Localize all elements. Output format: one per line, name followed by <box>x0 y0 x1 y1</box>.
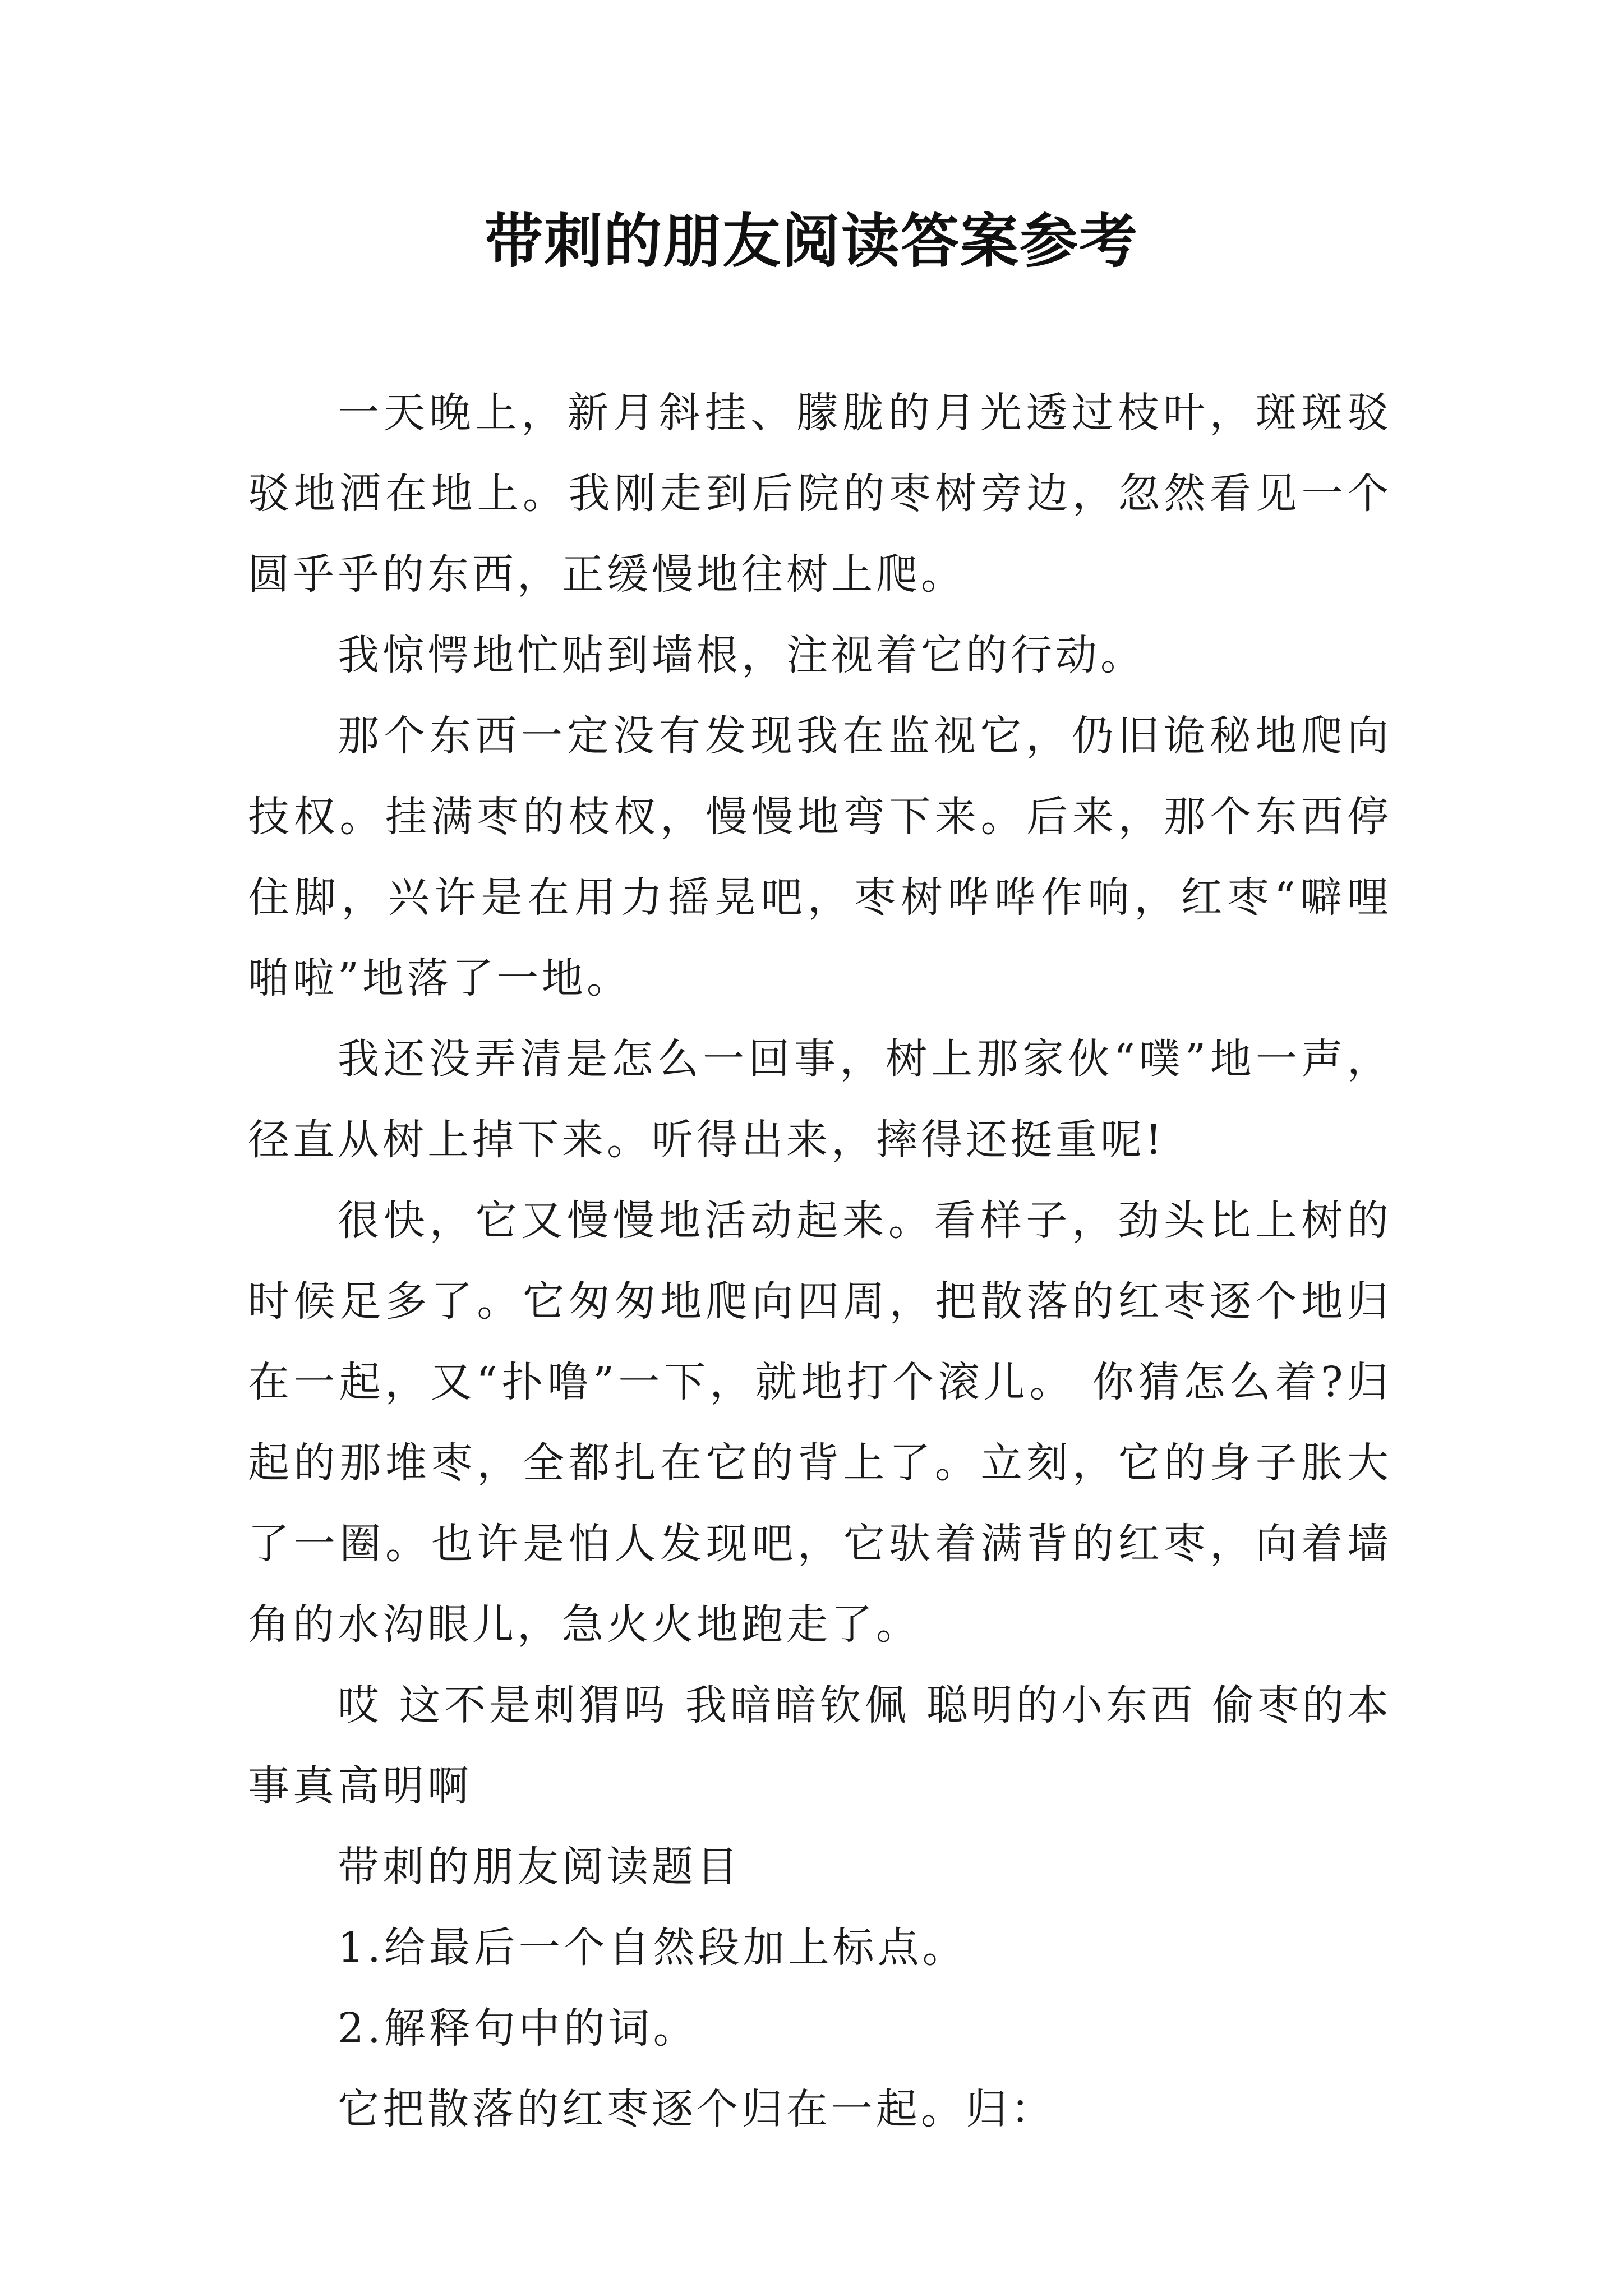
paragraph: 我惊愕地忙贴到墙根，注视着它的行动。 <box>338 631 1145 679</box>
paragraph: 我还没弄清是怎么一回事，树上那家伙“噗”地一声，径直从树上掉下来。听得出来，摔得还挺重呢! <box>248 1035 1392 1164</box>
paragraph: 那个东西一定没有发现我在监视它，仍旧诡秘地爬向技权。挂满枣的枝杈，慢慢地弯下来。后来，那个东西停住脚，兴许是在用力摇晃吧，枣树哗哗作响，红枣“噼哩啪啦”地落了一地。 <box>248 712 1392 1002</box>
question-sentence: 它把散落的红枣逐个归在一起。归： <box>338 2085 1055 2133</box>
document-body <box>248 372 1392 2150</box>
paragraph: 一天晚上，新月斜挂、朦胧的月光透过枝叶，斑斑驳驳地洒在地上。我刚走到后院的枣树旁边，忽然看见一个圆乎乎的东西，正缓慢地往树上爬。 <box>248 389 1392 599</box>
question-item: 2.解释句中的词。 <box>338 2004 698 2053</box>
question-item: 1.给最后一个自然段加上标点。 <box>338 1924 967 1972</box>
document-title: 带刺的朋友阅读答案参考 <box>484 206 1138 275</box>
paragraph: 很快，它又慢慢地活动起来。看样子，劲头比上树的时候足多了。它匆匆地爬向四周，把散落的红枣逐个地归在一起，又“扑噜”一下，就地打个滚儿。 你猜怎么着?归起的那堆枣，全都扎在它的背上了。立刻，它的身子胀大了一圈。也许是怕人发现吧，它驮着满背的红枣，向着墙角的水沟眼儿，急火火地跑走了。 <box>248 1197 1392 1649</box>
paragraph: 哎 这不是刺猬吗 我暗暗钦佩 聪明的小东西 偷枣的本事真高明啊 <box>248 1681 1392 1810</box>
section-heading: 带刺的朋友阅读题目 <box>338 1843 741 1891</box>
